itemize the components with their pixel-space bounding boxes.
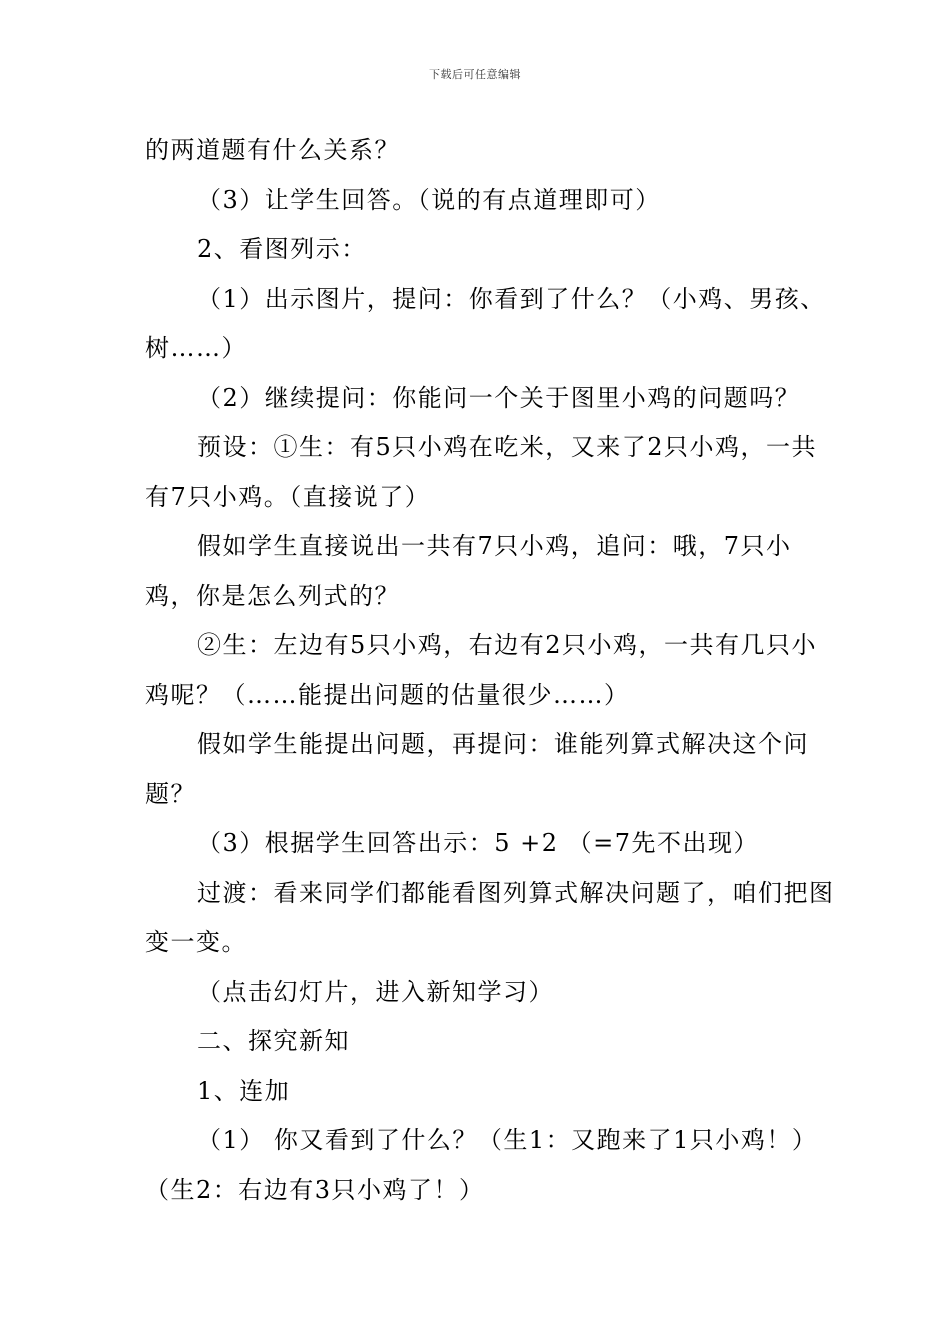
paragraph: （3）根据学生回答出示：5 +2 （=7先不出现） [197,829,760,857]
paragraph: （1） 你又看到了什么？（生1：又跑来了1只小鸡！）（生2：右边有3只小鸡了！） [145,1126,818,1204]
paragraph: （3）让学生回答。（说的有点道理即可） [197,185,661,214]
paragraph: 的两道题有什么关系？ [145,136,400,164]
paragraph: （1）出示图片，提问：你看到了什么？（小鸡、男孩、树……） [145,284,826,362]
page-header: 下载后可任意编辑 [429,68,521,81]
section-heading: 二、探究新知 [197,1027,350,1055]
paragraph: （点击幻灯片，进入新知学习） [197,977,554,1006]
document-body [145,126,835,1215]
paragraph: 2、看图列示： [197,235,367,263]
paragraph: 假如学生能提出问题，再提问：谁能列算式解决这个问题？ [145,730,809,808]
paragraph: ②生：左边有5只小鸡，右边有2只小鸡，一共有几只小鸡呢？（……能提出问题的估量很少……） [145,631,818,709]
paragraph: （2）继续提问：你能问一个关于图里小鸡的问题吗？ [197,383,801,412]
paragraph: 预设：①生：有5只小鸡在吃米，又来了2只小鸡，一共有7只小鸡。（直接说了） [145,433,818,511]
paragraph: 假如学生直接说出一共有7只小鸡，追问：哦，7只小鸡，你是怎么列式的？ [145,532,792,610]
subsection-heading: 1、连加 [197,1076,291,1105]
paragraph: 过渡：看来同学们都能看图列算式解决问题了，咱们把图变一变。 [145,878,835,956]
